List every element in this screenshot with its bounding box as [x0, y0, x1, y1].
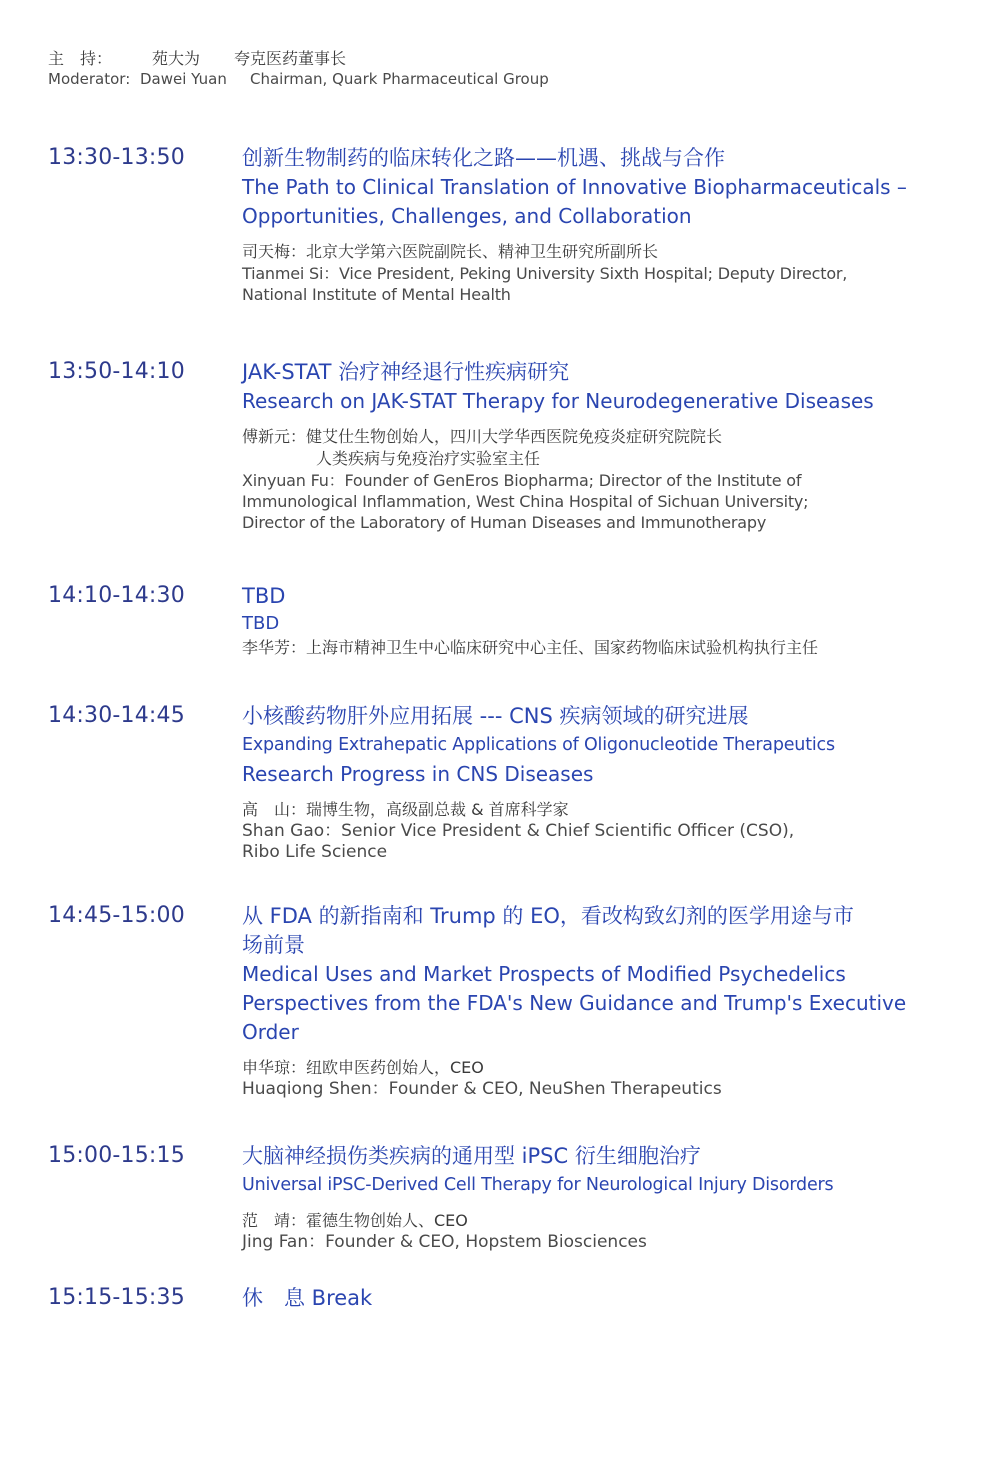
session-title-en: Perspectives from the FDA's New Guidance and Trump's Executive	[242, 991, 907, 1015]
session-content	[242, 1142, 972, 1253]
speaker-en: Immunological Inflammation, West China Hospital of Sichuan University;	[242, 492, 809, 511]
speaker-cn: 高 山：瑞博生物，高级副总裁 & 首席科学家	[242, 800, 569, 819]
speaker-cn: 人类疾病与免疫治疗实验室主任	[316, 449, 541, 468]
session-title-cn: JAK-STAT 治疗神经退行性疾病研究	[242, 360, 570, 384]
speaker-en: National Institute of Mental Health	[242, 285, 511, 304]
speaker-block	[242, 1057, 972, 1100]
session-title-cn: 场前景	[242, 933, 305, 957]
session-title-en: Research Progress in CNS Diseases	[242, 762, 594, 786]
speaker-block	[242, 1210, 972, 1253]
session-title-en: Medical Uses and Market Prospects of Modified Psychedelics	[242, 962, 846, 986]
speaker-block	[242, 637, 972, 659]
session-title-en: Universal iPSC-Derived Cell Therapy for Neurological Injury Disorders	[242, 1175, 834, 1195]
moderator-name-en: Dawei Yuan	[140, 70, 227, 88]
speaker-cn: 傅新元：健艾仕生物创始人，四川大学华西医院免疫炎症研究院院长	[242, 427, 723, 446]
moderator-name-cn: 苑大为	[152, 49, 201, 68]
moderator-title-en: Chairman, Quark Pharmaceutical Group	[250, 70, 549, 88]
speaker-block	[242, 799, 972, 863]
speaker-block	[242, 426, 972, 533]
moderator-block	[48, 48, 549, 88]
session-time: 15:00-15:15	[48, 1143, 185, 1168]
session-time: 14:45-15:00	[48, 903, 185, 928]
session-content	[242, 902, 972, 1100]
speaker-block	[242, 241, 972, 305]
session-title-en: The Path to Clinical Translation of Innovative Biopharmaceuticals –	[242, 175, 907, 199]
moderator-cn-line	[48, 48, 549, 70]
session-content	[242, 582, 972, 659]
speaker-en: Xinyuan Fu：Founder of GenEros Biopharma; Director of the Institute of	[242, 471, 802, 490]
session-title-en: Order	[242, 1020, 299, 1044]
session-time: 14:10-14:30	[48, 583, 185, 608]
speaker-en: Ribo Life Science	[242, 842, 388, 862]
speaker-cn: 司天梅：北京大学第六医院副院长、精神卫生研究所副所长	[242, 242, 659, 261]
moderator-label-cn: 主 持：	[48, 49, 113, 68]
speaker-en: Shan Gao：Senior Vice President & Chief Scientific Officer (CSO),	[242, 821, 795, 841]
moderator-en-line	[48, 70, 549, 88]
speaker-en: Tianmei Si：Vice President, Peking University Sixth Hospital; Deputy Director,	[242, 264, 848, 283]
session-title-cn: 创新生物制药的临床转化之路——机遇、挑战与合作	[242, 146, 725, 170]
session-title-cn: 小核酸药物肝外应用拓展 --- CNS 疾病领域的研究进展	[242, 704, 749, 728]
session-title-cn: 从 FDA 的新指南和 Trump 的 EO，看改构致幻剂的医学用途与市	[242, 904, 854, 928]
session-title-cn: TBD	[242, 584, 286, 608]
session-title-en: Research on JAK-STAT Therapy for Neurodegenerative Diseases	[242, 389, 874, 413]
speaker-en: Huaqiong Shen：Founder & CEO, NeuShen Therapeutics	[242, 1079, 722, 1099]
session-time: 13:30-13:50	[48, 145, 185, 170]
session-title-break: 休 息 Break	[242, 1286, 373, 1310]
speaker-en: Director of the Laboratory of Human Diseases and Immunotherapy	[242, 513, 767, 532]
moderator-label-en: Moderator:	[48, 70, 131, 88]
session-content	[242, 144, 972, 305]
session-time: 13:50-14:10	[48, 359, 185, 384]
session-title-cn: 大脑神经损伤类疾病的通用型 iPSC 衍生细胞治疗	[242, 1144, 701, 1168]
session-time: 15:15-15:35	[48, 1285, 185, 1310]
speaker-en: Jing Fan：Founder & CEO, Hopstem Biosciences	[242, 1232, 647, 1252]
session-time: 14:30-14:45	[48, 703, 185, 728]
session-title-en: TBD	[242, 613, 280, 634]
moderator-title-cn: 夸克医药董事长	[234, 49, 347, 68]
session-content	[242, 702, 972, 863]
session-content	[242, 1284, 972, 1313]
session-title-en: Expanding Extrahepatic Applications of Oligonucleotide Therapeutics	[242, 735, 835, 755]
session-title-en: Opportunities, Challenges, and Collaboration	[242, 204, 692, 228]
speaker-cn: 李华芳：上海市精神卫生中心临床研究中心主任、国家药物临床试验机构执行主任	[242, 638, 819, 657]
speaker-cn: 范 靖：霍德生物创始人、CEO	[242, 1211, 468, 1230]
speaker-cn: 申华琼：纽欧申医药创始人，CEO	[242, 1058, 484, 1077]
session-content	[242, 358, 972, 533]
